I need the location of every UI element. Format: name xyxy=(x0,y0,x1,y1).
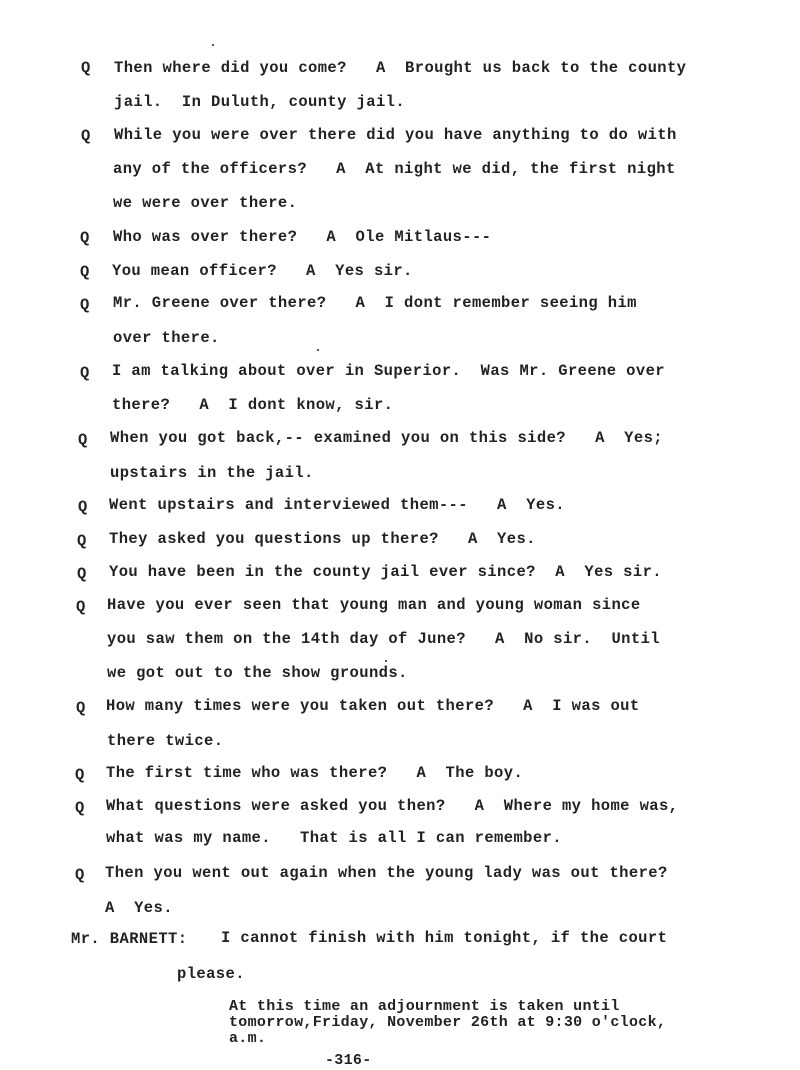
transcript-line: A Yes. xyxy=(105,899,173,917)
adjournment-note-line: At this time an adjournment is taken until xyxy=(229,998,620,1015)
q-label: Q xyxy=(80,229,90,247)
transcript-line: You have been in the county jail ever since? A Yes sir. xyxy=(109,563,662,581)
transcript-line: we got out to the show grounds. xyxy=(107,664,408,682)
transcript-line: When you got back,-- examined you on this side? A Yes; xyxy=(110,429,663,447)
page-number: -316- xyxy=(325,1052,372,1069)
transcript-line: Then you went out again when the young lady was out there? xyxy=(105,864,668,882)
adjournment-note-line: a.m. xyxy=(229,1030,267,1047)
q-label: Q xyxy=(77,532,87,550)
q-label: Q xyxy=(78,498,88,516)
transcript-line: jail. In Duluth, county jail. xyxy=(114,93,406,111)
q-label: Q xyxy=(76,699,86,717)
transcript-line: Who was over there? A Ole Mitlaus--- xyxy=(113,228,492,246)
transcript-line: I cannot finish with him tonight, if the court xyxy=(221,929,668,947)
transcript-line: They asked you questions up there? A Yes. xyxy=(109,530,536,548)
speaker-label-barnett: Mr. BARNETT: xyxy=(71,930,188,948)
transcript-line: over there. xyxy=(113,329,220,347)
q-label: Q xyxy=(80,263,90,281)
transcript-line: there twice. xyxy=(107,732,224,750)
q-label: Q xyxy=(80,296,90,314)
transcript-line: upstairs in the jail. xyxy=(110,464,314,482)
transcript-line: How many times were you taken out there? A I was out xyxy=(106,697,640,715)
transcript-line: While you were over there did you have anything to do with xyxy=(114,126,677,144)
q-label: Q xyxy=(75,799,85,817)
q-label: Q xyxy=(81,127,91,145)
transcript-line: there? A I dont know, sir. xyxy=(112,396,394,414)
q-label: Q xyxy=(75,866,85,884)
transcript-line: You mean officer? A Yes sir. xyxy=(112,262,413,280)
scan-speck xyxy=(385,660,387,662)
transcript-line: you saw them on the 14th day of June? A No sir. Until xyxy=(107,630,660,648)
transcript-line: The first time who was there? A The boy. xyxy=(106,764,524,782)
transcript-line: Mr. Greene over there? A I dont remember seeing him xyxy=(113,294,637,312)
q-label: Q xyxy=(81,59,91,77)
q-label: Q xyxy=(76,598,86,616)
transcript-line: please. xyxy=(177,965,245,983)
q-label: Q xyxy=(75,766,85,784)
transcript-line: Went upstairs and interviewed them--- A Yes. xyxy=(109,496,565,514)
scan-speck xyxy=(212,44,214,46)
transcript-line: Then where did you come? A Brought us back to the county xyxy=(114,59,687,77)
q-label: Q xyxy=(78,431,88,449)
q-label: Q xyxy=(77,565,87,583)
transcript-line: Have you ever seen that young man and young woman since xyxy=(107,596,641,614)
transcript-line: I am talking about over in Superior. Was Mr. Greene over xyxy=(112,362,665,380)
transcript-line: any of the officers? A At night we did, the first night xyxy=(113,160,676,178)
transcript-line: what was my name. That is all I can remember. xyxy=(106,829,562,847)
transcript-line: we were over there. xyxy=(113,194,298,212)
scan-speck xyxy=(317,349,319,351)
transcript-line: What questions were asked you then? A Where my home was, xyxy=(106,797,679,815)
q-label: Q xyxy=(80,364,90,382)
adjournment-note-line: tomorrow,Friday, November 26th at 9:30 o'clock, xyxy=(229,1014,667,1031)
